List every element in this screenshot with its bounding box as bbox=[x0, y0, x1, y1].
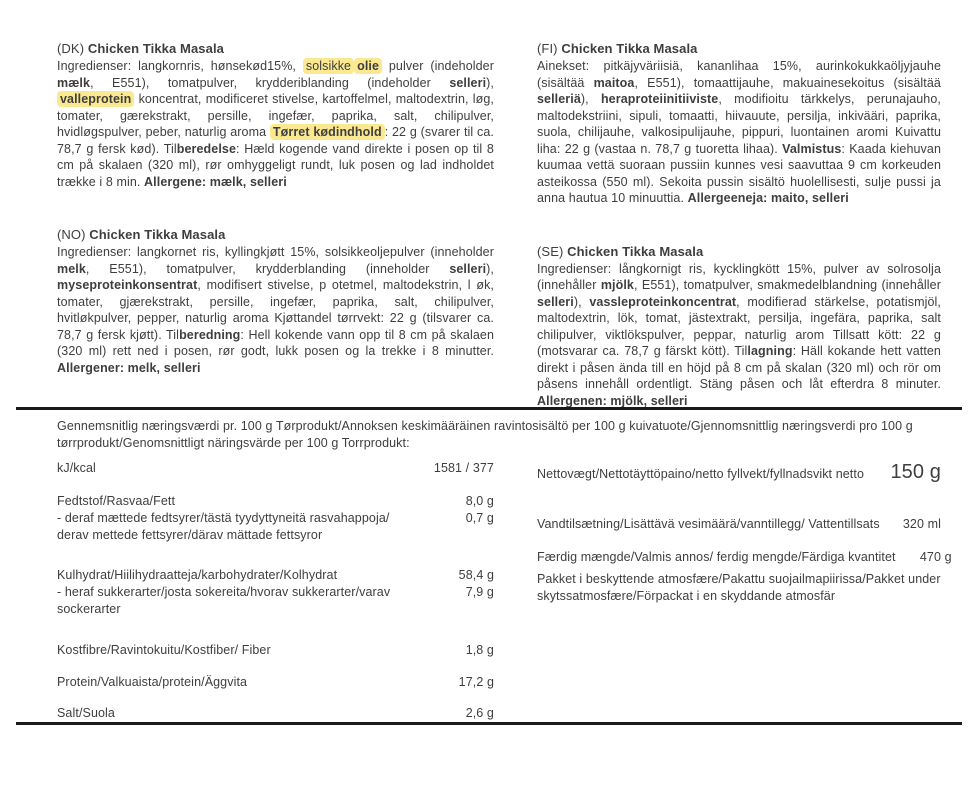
nutrition-label: Protein/Valkuaista/protein/Äggvita bbox=[57, 675, 248, 689]
ingredients-text-dk: Ingredienser: langkornris, hønsekød15%, solsikke olie pulver (indeholder mælk, E551), tomatpulver, krydderiblanding (indeholder selleri), valleprotein koncentrat, modificeret stivelse, kartoffelmel, maltodextrin, løg, tomater, gærekstrakt, persille, ingefær, paprika, salt, chilipulver, hvidløgspulver, peber, naturlig aroma Tørret kødindhold : 22 g (svarer til ca. 78,7 g fersk kød). Tilberedelse: Hæld kogende vand direkte i posen op til 8 cm på skalaen (320 ml), rør omhyggeligt rundt, luk posen og lad indholdet trække i 8 min. Allergene: mælk, selleri bbox=[57, 59, 494, 189]
nutrition-row-fat bbox=[57, 493, 494, 544]
ingredients-column-left bbox=[57, 40, 494, 445]
nutrition-sub-continuation: sockerarter bbox=[57, 602, 121, 616]
nutrition-sub-label: - heraf sukkerarter/josta sokereita/hvorav sukkerarter/varav bbox=[57, 585, 391, 599]
nutrition-value: 8,0 g bbox=[465, 494, 494, 508]
nutrition-row-energy bbox=[57, 460, 494, 477]
nutrition-label: Kulhydrat/Hiilihydraatteja/karbohydrater/Kolhydrat bbox=[57, 568, 338, 582]
package-value: 320 ml bbox=[902, 517, 941, 531]
nutrition-columns bbox=[57, 460, 952, 722]
ingredients-section bbox=[57, 40, 941, 445]
nutrition-label: Kostfibre/Ravintokuitu/Kostfiber/ Fiber bbox=[57, 643, 271, 657]
ingredients-text-se: Ingredienser: långkornigt ris, kycklingkött 15%, pulver av solrosolja (innehåller mjölk, E551), tomatpulver, smakmedelblandning (innehåller selleri), vassleproteinkoncentrat, modifierad stärkelse, potatismjöl, maltodextrin, lök, tomat, jästextrakt, persilja, ingefära, paprika, salt chilipulver, viktlökspulver, peppar, naturlig arom Tillsatt kött: 22 g (motsvarar ca. 78,7 g färskt kött). Tillagning: Häll kokande hett vatten direkt i påsen ända till en höjd på 8 cm på skalan (320 ml) och rör om påsens innehåll ordentligt. Stäng påsen och låt efterdra 8 minuter. Allergenen: mjölk, selleri bbox=[537, 261, 941, 408]
nutrition-sub-value: 7,9 g bbox=[465, 585, 494, 599]
nutrition-value: 1,8 g bbox=[465, 643, 494, 657]
nutrition-sub-continuation: derav mettede fettsyrer/därav mättade fettsyror bbox=[57, 528, 323, 542]
nutrition-row-carbs bbox=[57, 567, 494, 618]
block-title-fi: (FI) Chicken Tikka Masala bbox=[537, 41, 698, 56]
nutrition-row-salt bbox=[57, 705, 494, 722]
ingredients-block-fi bbox=[537, 40, 941, 207]
nutrition-label: Salt/Suola bbox=[57, 706, 115, 720]
nutrition-value: 58,4 g bbox=[458, 568, 494, 582]
ingredients-block-dk bbox=[57, 40, 494, 190]
package-value: 470 g bbox=[919, 550, 952, 564]
nutrition-value: 2,6 g bbox=[465, 706, 494, 720]
package-atmosphere-text: Pakket i beskyttende atmosfære/Pakattu suojailmapiirissa/Pakket under skytssatmosfære/Förpackat i en skyddande atmosfär bbox=[537, 572, 941, 603]
package-label: Færdig mængde/Valmis annos/ ferdig mengde/Färdiga kvantitet bbox=[537, 550, 896, 564]
package-row-atmosphere bbox=[537, 571, 941, 604]
block-title-no: (NO) Chicken Tikka Masala bbox=[57, 227, 226, 242]
nutrition-sub-label: - deraf mættede fedtsyrer/tästä tyydyttyneitä rasvahappoja/ bbox=[57, 511, 390, 525]
nutrition-label: Fedtstof/Rasvaa/Fett bbox=[57, 494, 176, 508]
nutrition-value: 1581 / 377 bbox=[433, 461, 494, 475]
nutrition-section bbox=[57, 418, 952, 722]
block-title-se: (SE) Chicken Tikka Masala bbox=[537, 243, 704, 259]
block-title-dk: (DK) Chicken Tikka Masala bbox=[57, 41, 225, 56]
nutrition-label: kJ/kcal bbox=[57, 461, 96, 475]
separator-line-bottom bbox=[16, 722, 962, 725]
ingredients-text-no: Ingredienser: langkornet ris, kyllingkjøtt 15%, solsikkeoljepulver (inneholder melk, E551), tomatpulver, krydderblanding (inneholder selleri), myseproteinkonsentrat, modifisert stivelse, p otetmel, maltodekstrin, l øk, tomater, gjærekstrakt, persille, ingefær, paprika, salt, chilipulver, hvitløkpulver, pepper, naturlig aroma Kjøttandel tørrvekt: 22 g (tilsvarer ca. 78,7 g fersk kjøtt). Tilberedning: Hell kokende vann opp til 8 cm på skalaen (320 ml) rett ned i posen, rør godt, lukk posen og la trekke i 8 minutter. Allergener: melk, selleri bbox=[57, 245, 495, 375]
nutrition-value: 17,2 g bbox=[458, 675, 494, 689]
package-row-water bbox=[537, 516, 941, 533]
package-label: Vandtilsætning/Lisättävä vesimäärä/vanntillegg/ Vattentillsats bbox=[537, 517, 880, 531]
nutrition-row-protein bbox=[57, 674, 494, 691]
ingredients-text-fi: Ainekset: pitkäjyväriisiä, kananlihaa 15%, aurinkokukkaöljyjauhe (sisältää maitoa, E551), tomaattijauhe, makuainesekoitus (sisältää selleriä), heraproteiinitiiviste, modifioitu tärkkelys, perunajauho, maltodekstriini, sipuli, tomaatti, hiivauute, persilja, inkivääri, paprika, suola, chilijauhe, valkosipulijauhe, pippuri, luontainen aromi Kuivattu liha: 22 g (vastaa n. 78,7 g tuoretta lihaa). Valmistus: Kaada kiehuvan kuumaa vettä suoraan pussiin kunnes vesi saavuttaa 9 cm korkeuden asteikossa (550 ml). Sekoita pussin sisältö huolellisesti, sulje pussi ja anna hautua 10 minuuttia. Allergeeneja: maito, selleri bbox=[537, 59, 941, 205]
nutrition-table bbox=[57, 460, 494, 722]
ingredients-column-right bbox=[537, 40, 941, 445]
package-row-net-weight bbox=[537, 460, 941, 484]
package-row-finished-quantity bbox=[537, 549, 952, 566]
ingredients-block-se bbox=[537, 243, 941, 410]
nutrition-row-fiber bbox=[57, 642, 494, 659]
nutrition-sub-value: 0,7 g bbox=[465, 511, 494, 525]
separator-line-top bbox=[16, 407, 962, 410]
package-value-net-weight: 150 g bbox=[890, 461, 941, 483]
package-info bbox=[537, 460, 952, 722]
nutrition-header: Gennemsnitlig næringsværdi pr. 100 g Tørprodukt/Annoksen keskimääräinen ravintosisältö per 100 g kuivatuote/Gjennomsnittlig næringsverdi pro 100 g tørrprodukt/Genomsnittligt näringsvärde per 100 g Torrprodukt: bbox=[57, 419, 913, 450]
ingredients-block-no bbox=[57, 226, 494, 376]
package-label: Nettovægt/Nettotäyttöpaino/netto fyllvekt/fyllnadsvikt netto bbox=[537, 467, 865, 481]
